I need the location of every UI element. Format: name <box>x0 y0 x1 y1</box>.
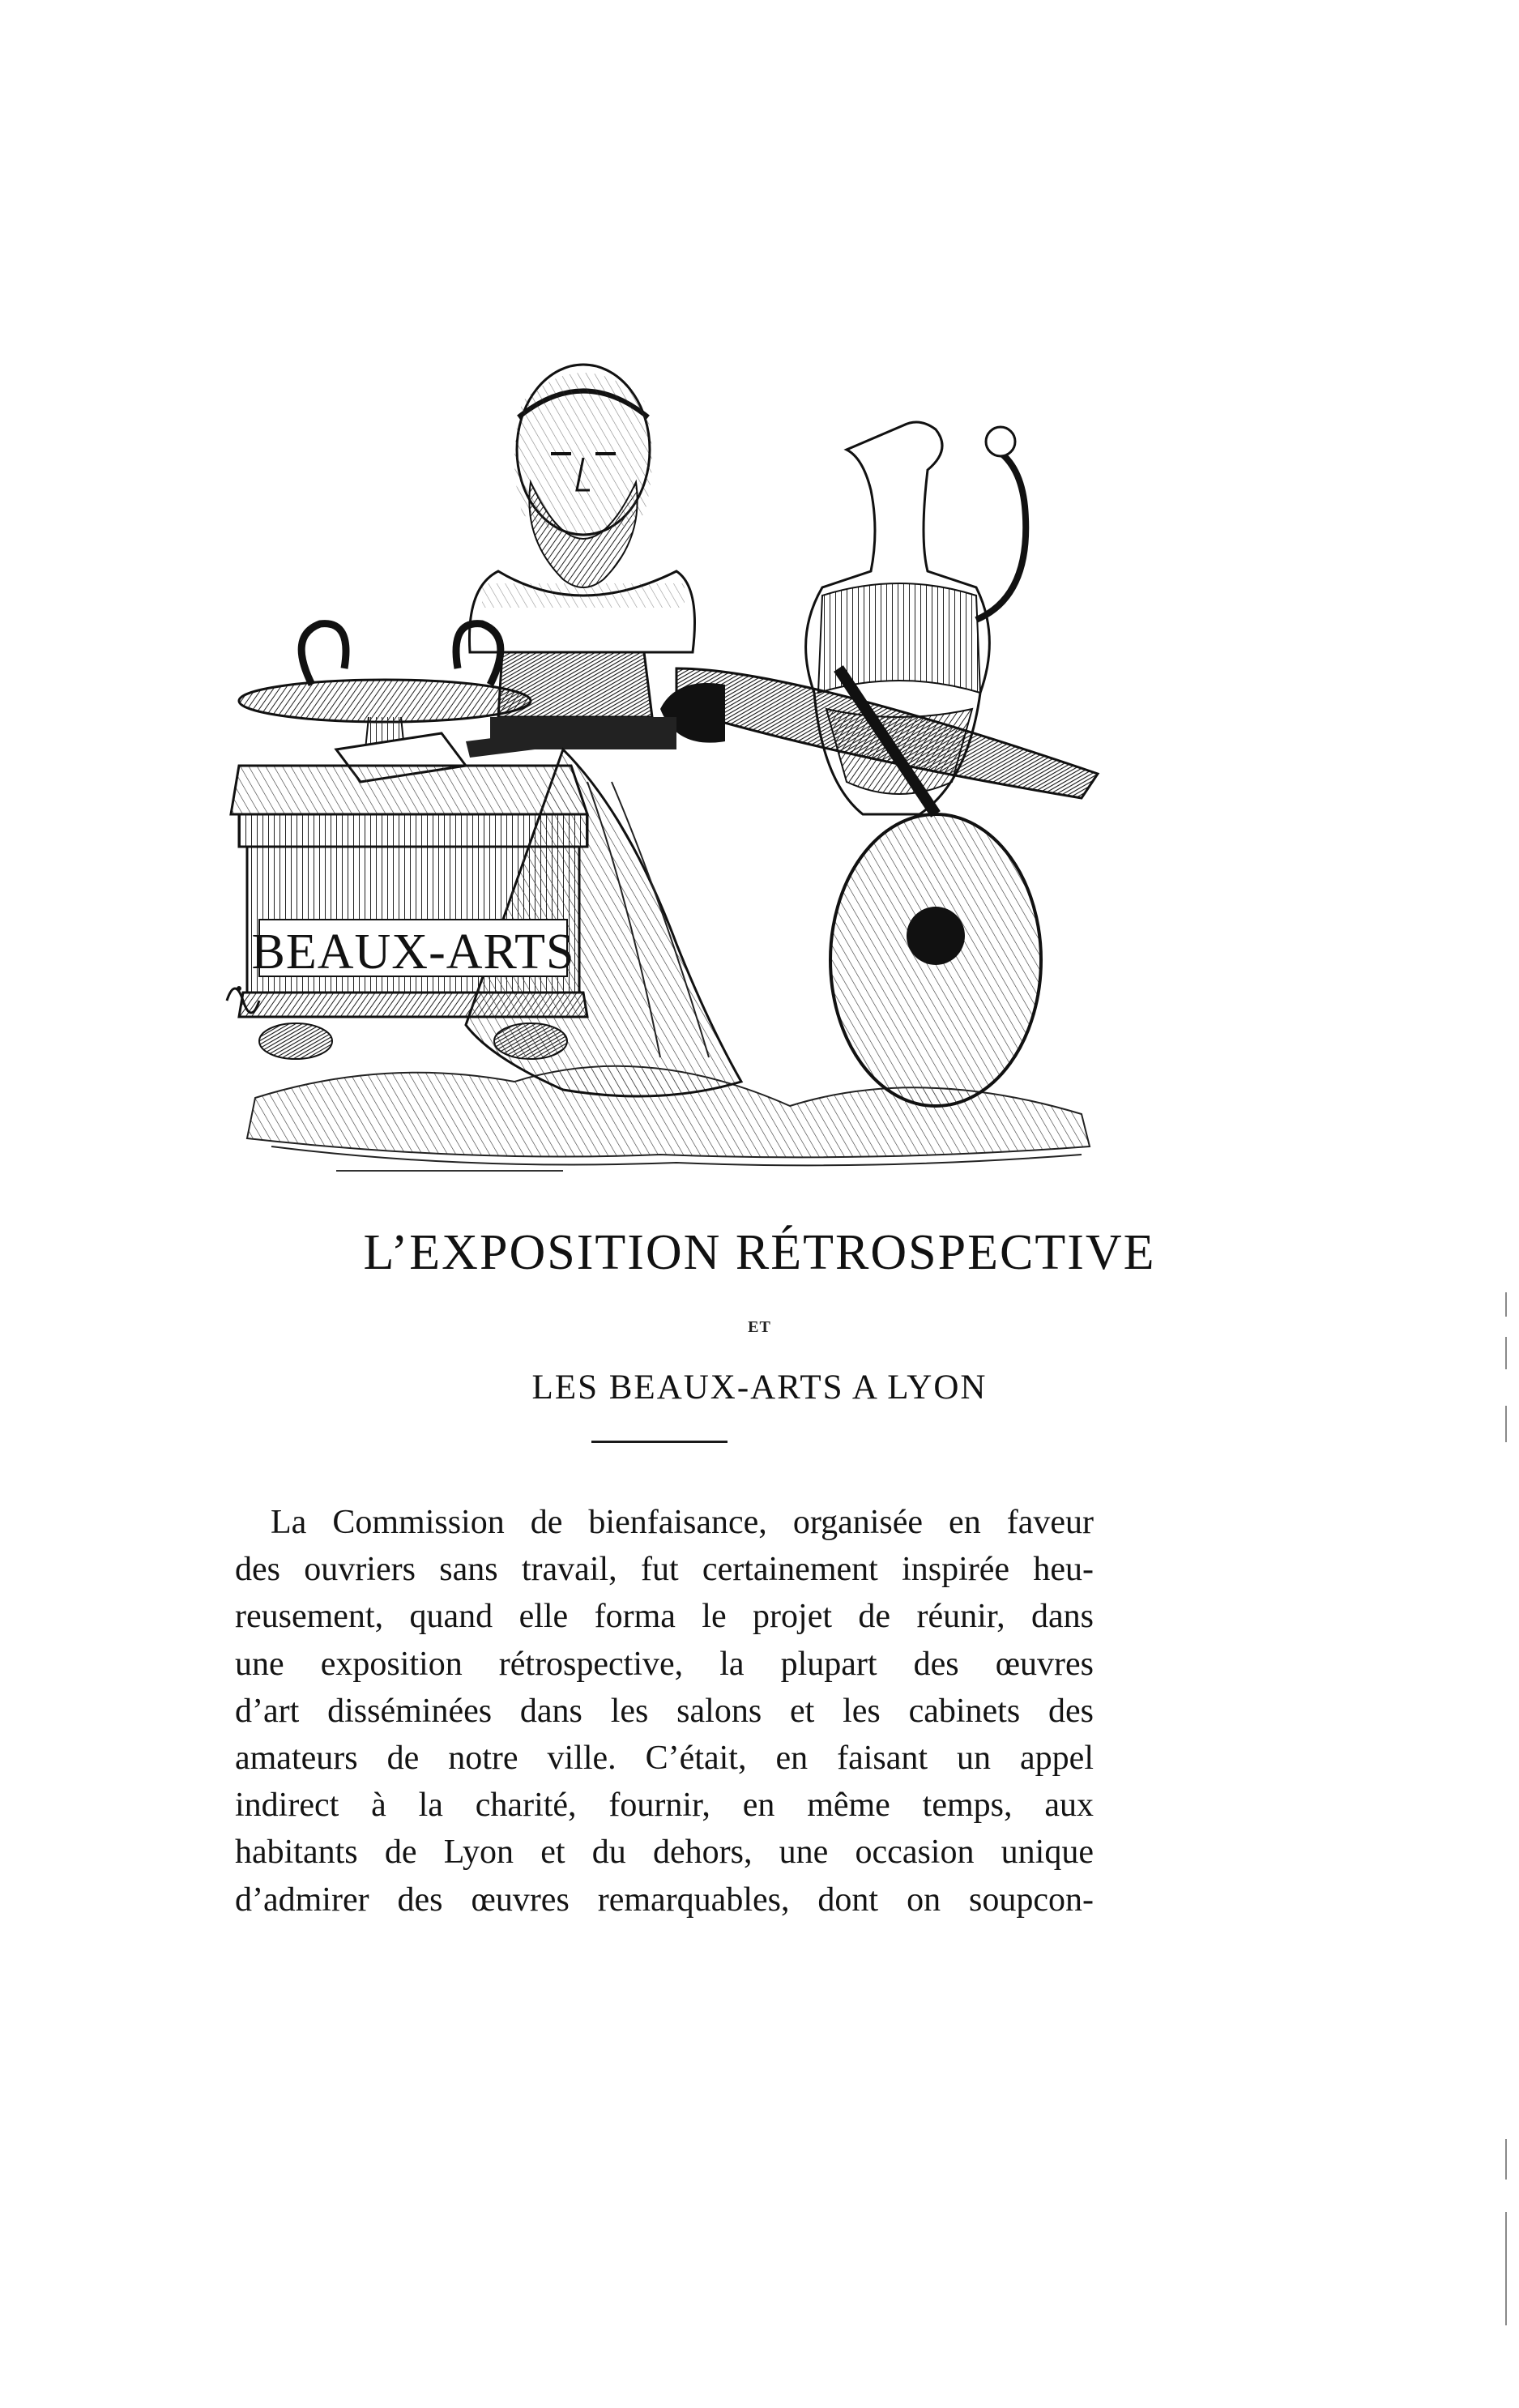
scan-mark <box>1505 1337 1507 1369</box>
scan-mark <box>1505 2139 1507 2180</box>
engraving-vignette <box>223 328 1110 1175</box>
body-line: reusement, quand elle forma le projet de réunir, dans <box>235 1598 1094 1636</box>
body-line: d’art disséminées dans les salons et les cabinets des <box>235 1692 1094 1730</box>
pedestal-inscription: BEAUX-ARTS <box>251 924 575 980</box>
body-line: habitants de Lyon et du dehors, une occasion unique <box>235 1834 1094 1872</box>
page-subtitle: LES BEAUX-ARTS A LYON <box>531 1368 988 1407</box>
title-conjunction: ET <box>748 1318 771 1336</box>
body-line: d’admirer des œuvres remarquables, dont on soupcon- <box>235 1881 1094 1919</box>
body-line: indirect à la charité, fournir, en même temps, aux <box>235 1787 1094 1825</box>
body-paragraph <box>235 1499 1094 1923</box>
engraving-vignette-icon <box>223 328 1110 1175</box>
body-line: une exposition rétrospective, la plupart des œuvres <box>235 1645 1094 1683</box>
page-title: L’EXPOSITION RÉTROSPECTIVE <box>363 1225 1156 1280</box>
title-rule <box>591 1441 727 1443</box>
body-line: des ouvriers sans travail, fut certainement inspirée heu- <box>235 1551 1094 1589</box>
body-line: La Commission de bienfaisance, organisée en faveur <box>271 1504 1094 1541</box>
scan-mark <box>1505 1406 1507 1442</box>
scan-mark <box>1505 2212 1507 2325</box>
body-line: amateurs de notre ville. C’était, en faisant un appel <box>235 1739 1094 1777</box>
scan-mark <box>1505 1292 1507 1317</box>
